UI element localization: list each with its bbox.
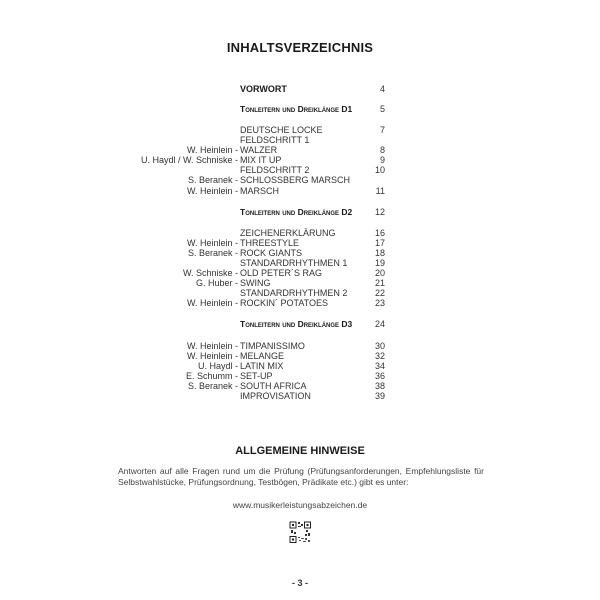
toc-page-number: 23 xyxy=(374,298,385,308)
toc-entry xyxy=(0,207,600,218)
page-number: - 3 - xyxy=(291,578,308,588)
toc-page-number: 19 xyxy=(374,258,385,268)
toc-page-number: 32 xyxy=(374,351,385,361)
toc-entry xyxy=(0,319,600,330)
toc-title: ROCK GIANTS xyxy=(240,248,303,258)
toc-title: TIMPANISSIMO xyxy=(240,341,305,351)
toc-author: U. Haydl - xyxy=(197,361,238,371)
toc-title: STANDARDRHYTHMEN 2 xyxy=(240,288,348,298)
toc-author: E. Schumm - xyxy=(185,371,238,381)
toc-title: STANDARDRHYTHMEN 1 xyxy=(240,258,348,268)
toc-title: MELANGE xyxy=(240,351,285,361)
toc-author: W. Schniske - xyxy=(182,268,238,278)
toc-author: W. Heinlein - xyxy=(186,298,238,308)
toc-page-number: 4 xyxy=(379,84,385,94)
toc-title: Tonleitern und Dreiklänge D3 xyxy=(240,319,353,329)
toc-title: LATIN MIX xyxy=(240,361,284,371)
toc-page-number: 7 xyxy=(379,125,385,135)
toc-title: MARSCH xyxy=(240,186,280,196)
toc-title: ROCKIN´ POTATOES xyxy=(240,298,329,308)
toc-title: THREESTYLE xyxy=(240,238,300,248)
toc-page-number: 17 xyxy=(374,238,385,248)
toc-title: SOUTH AFRICA xyxy=(240,381,307,391)
toc-author: S. Beranek - xyxy=(187,248,238,258)
toc-page-number: 36 xyxy=(374,371,385,381)
toc-page-number: 10 xyxy=(374,165,385,175)
toc-author: W. Heinlein - xyxy=(186,238,238,248)
toc-title: ZEICHENERKLÄRUNG xyxy=(240,228,336,238)
toc-page-number: 12 xyxy=(374,207,385,217)
toc-entry xyxy=(0,298,600,309)
page-title: INHALTSVERZEICHNIS xyxy=(226,40,374,55)
toc-author: U. Haydl / W. Schniske - xyxy=(140,155,238,165)
toc-page-number: 9 xyxy=(379,155,385,165)
toc-title: SET-UP xyxy=(240,371,273,381)
toc-page-number: 21 xyxy=(374,278,385,288)
toc-title: Tonleitern und Dreiklänge D1 xyxy=(240,104,353,114)
toc-page-number: 24 xyxy=(374,319,385,329)
toc-title: WALZER xyxy=(240,145,278,155)
toc-page-number: 30 xyxy=(374,341,385,351)
toc-title: OLD PETER´S RAG xyxy=(240,268,323,278)
toc-author: S. Beranek - xyxy=(187,175,238,185)
toc-page-number: 38 xyxy=(374,381,385,391)
toc-page-number: 20 xyxy=(374,268,385,278)
toc-author: G. Huber - xyxy=(195,278,238,288)
toc-author: W. Heinlein - xyxy=(186,351,238,361)
toc-page-number: 22 xyxy=(374,288,385,298)
toc-page-number: 18 xyxy=(374,248,385,258)
toc-page-number: 11 xyxy=(375,186,385,196)
toc-author: W. Heinlein - xyxy=(186,341,238,351)
toc-page-number: 34 xyxy=(374,361,385,371)
toc-title: DEUTSCHE LOCKE xyxy=(240,125,323,135)
toc-title: VORWORT xyxy=(240,84,287,94)
toc-title: MIX IT UP xyxy=(240,155,282,165)
qr-code-icon[interactable] xyxy=(289,521,312,544)
hinweise-paragraph: Antworten auf alle Fragen rund um die Prüfung (Prüfungsanforderungen, Empfehlungsliste für Selbstwahlstücke, Prüfungsordnung, Testbögen, Prädikate etc.) gibt es unter: xyxy=(118,466,484,487)
toc-author: W. Heinlein - xyxy=(186,186,238,196)
toc-entry xyxy=(0,391,600,402)
toc-title: SCHLOSSBERG MARSCH xyxy=(240,175,351,185)
toc-page-number: 5 xyxy=(379,104,385,114)
toc-page-number: 16 xyxy=(374,228,385,238)
toc-author: W. Heinlein - xyxy=(186,145,238,155)
toc-title: FELDSCHRITT 1 xyxy=(240,135,310,145)
toc-title: Tonleitern und Dreiklänge D2 xyxy=(240,207,353,217)
toc-title: FELDSCHRITT 2 xyxy=(240,165,310,175)
toc-title: SWING xyxy=(240,278,271,288)
toc-page-number: 39 xyxy=(374,391,385,401)
toc-entry xyxy=(0,84,600,95)
website-link[interactable]: www.musikerleistungsabzeichen.de xyxy=(232,500,368,510)
toc-entry xyxy=(0,104,600,115)
toc-page-number: 8 xyxy=(379,145,385,155)
section-heading-hinweise: ALLGEMEINE HINWEISE xyxy=(235,445,365,457)
toc-author: S. Beranek - xyxy=(187,381,238,391)
toc-title: IMPROVISATION xyxy=(240,391,311,401)
toc-entry xyxy=(0,175,600,186)
toc-entry xyxy=(0,186,600,197)
